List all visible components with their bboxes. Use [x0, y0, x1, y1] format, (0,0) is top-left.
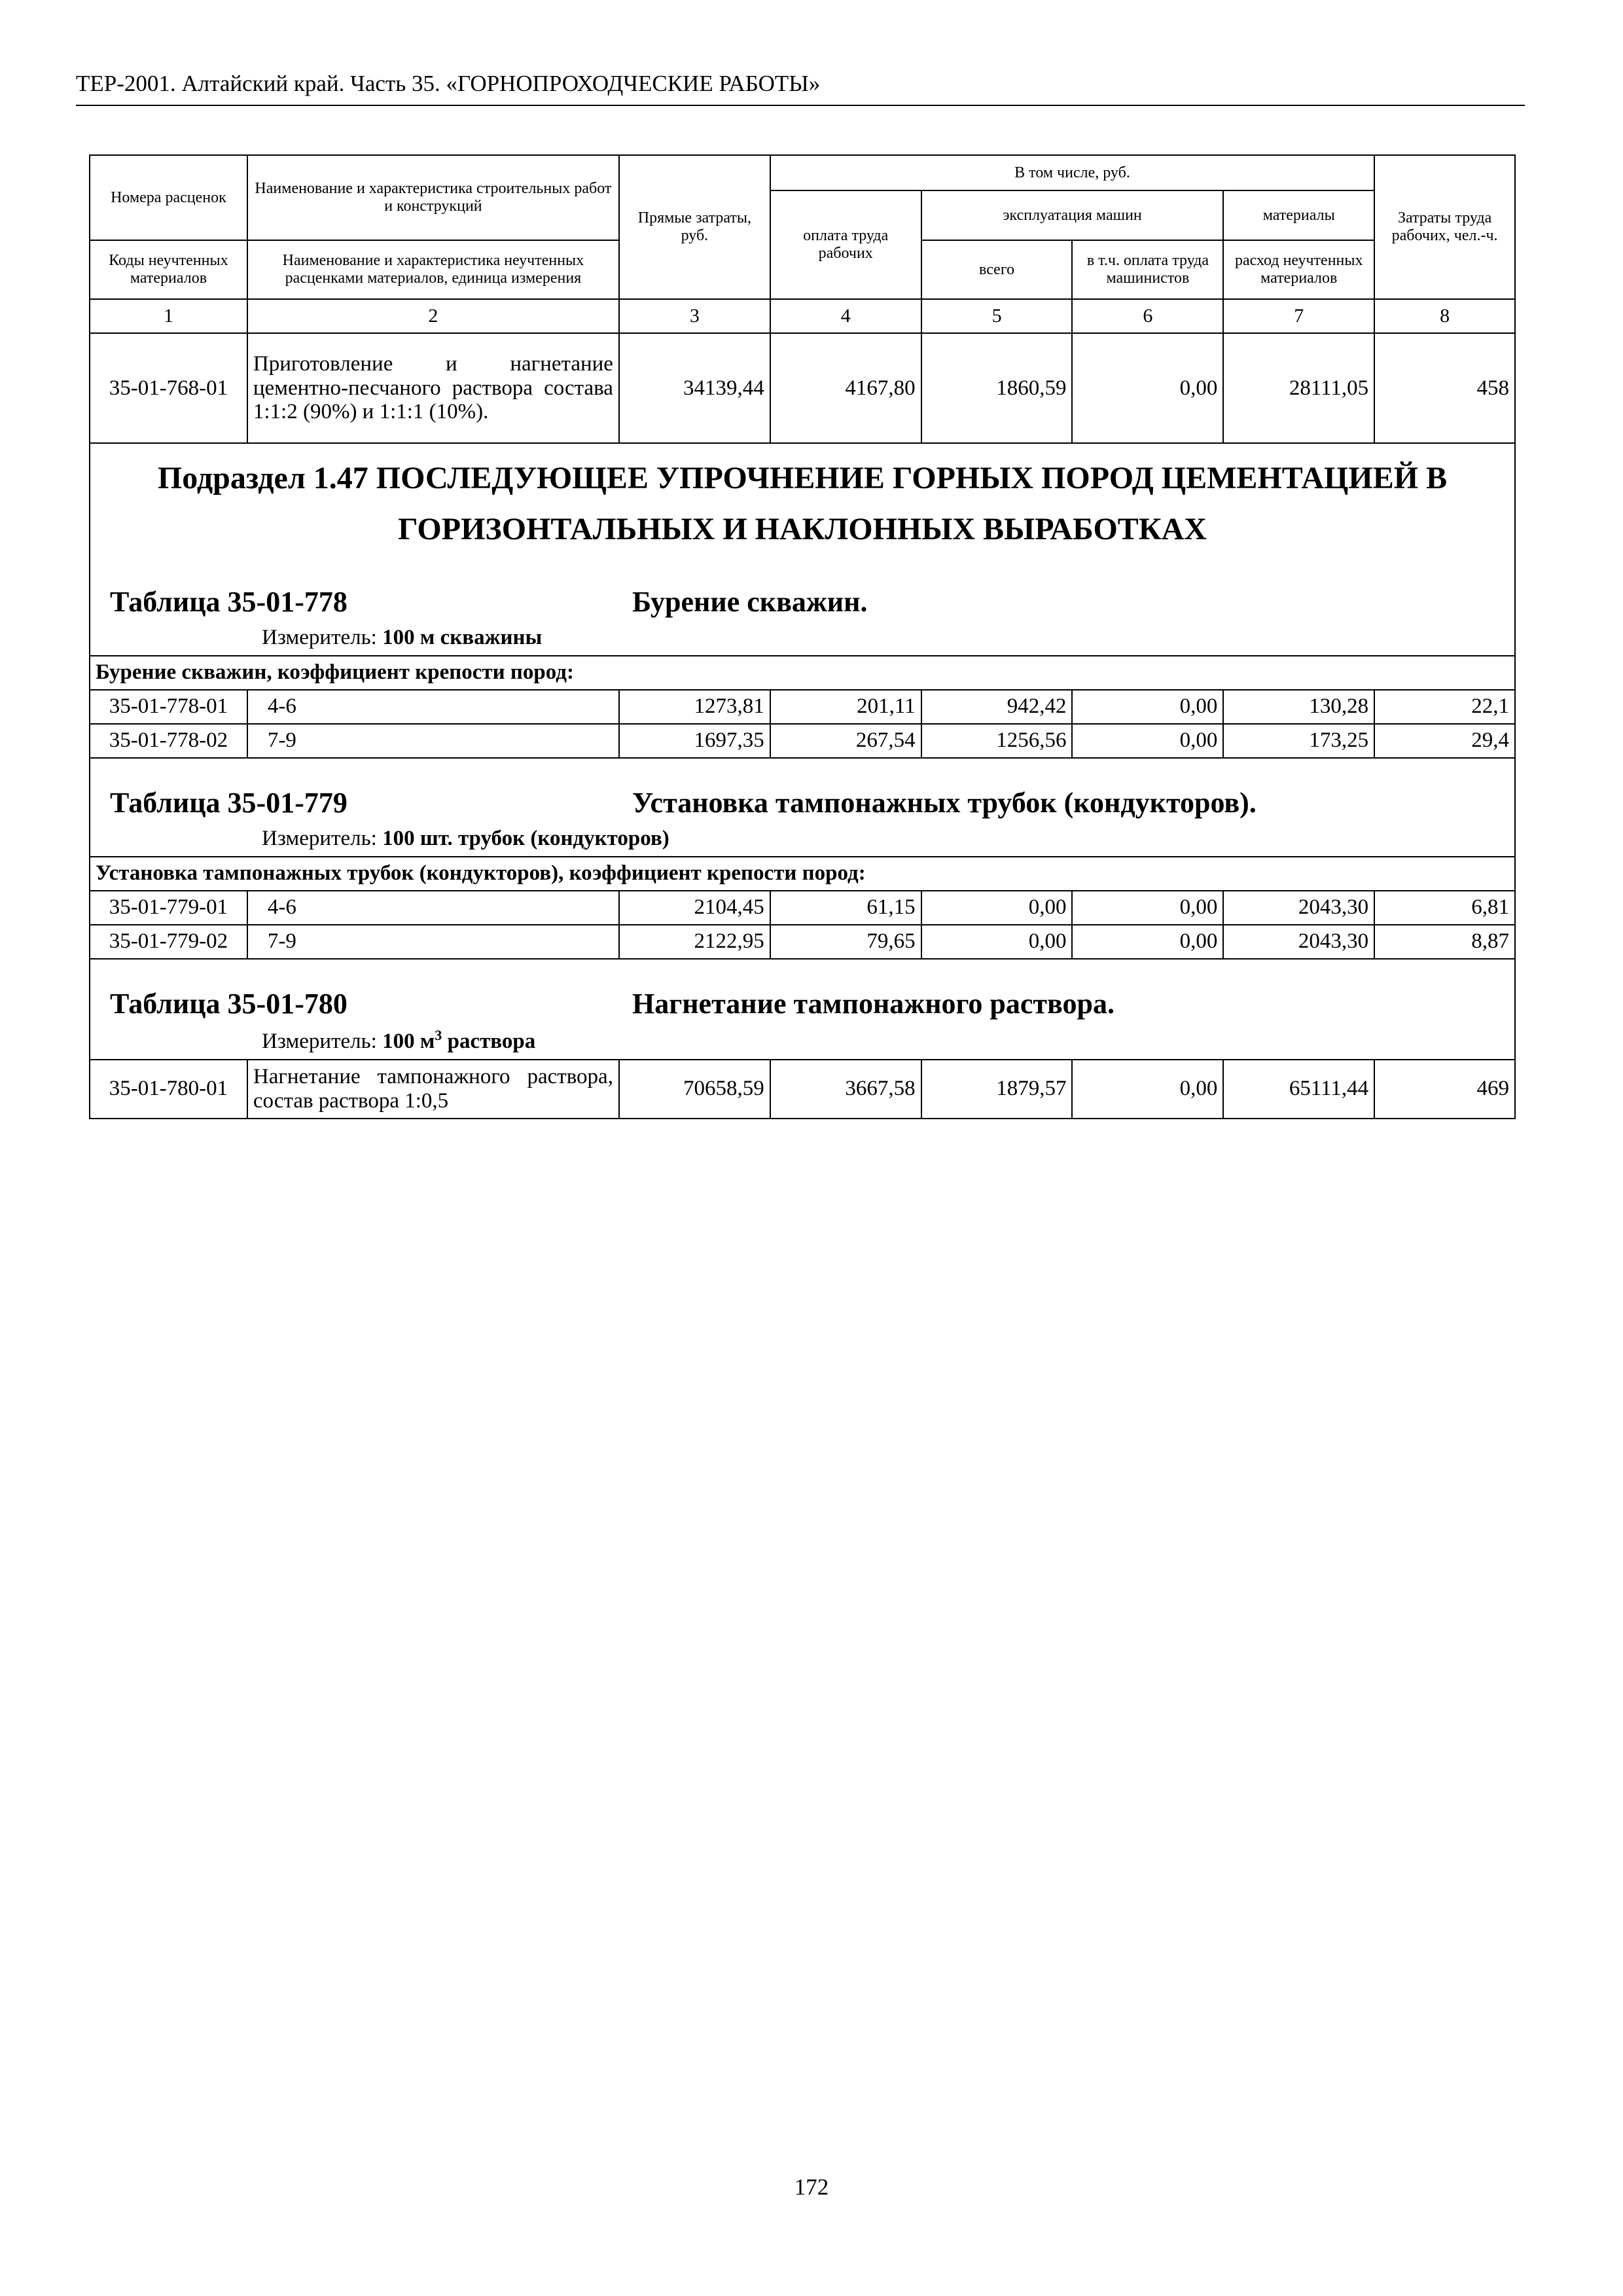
- machinist-pay: 0,00: [1072, 1060, 1223, 1119]
- labor-hours: 458: [1374, 333, 1515, 443]
- measure-label: Измеритель:: [262, 626, 383, 649]
- machines-total: 1256,56: [921, 724, 1073, 758]
- rate-name: Приготовление и нагнетание цементно-песчаного раствора состава 1:1:2 (90%) и 1:1:1 (10%).: [247, 333, 619, 443]
- direct-cost: 2122,95: [619, 925, 770, 959]
- col-number: 5: [921, 299, 1073, 333]
- materials-cost: 28111,05: [1223, 333, 1374, 443]
- table-title: Установка тампонажных трубок (кондукторов).: [632, 786, 1257, 819]
- table-title: Бурение скважин.: [632, 585, 868, 618]
- group-heading: Установка тампонажных трубок (кондукторов), коэффициент крепости пород:: [90, 857, 1515, 891]
- direct-cost: 1697,35: [619, 724, 770, 758]
- measure-value: 100 м: [382, 1029, 435, 1053]
- worker-pay: 201,11: [770, 690, 921, 724]
- table-row: [90, 1060, 1515, 1119]
- table-row: [90, 891, 1515, 925]
- labor-hours: 469: [1374, 1060, 1515, 1119]
- machinist-pay: 0,00: [1072, 333, 1223, 443]
- machinist-pay: 0,00: [1072, 925, 1223, 959]
- rate-name: 7-9: [247, 724, 619, 758]
- materials-cost: 173,25: [1223, 724, 1374, 758]
- materials-cost: 65111,44: [1223, 1060, 1374, 1119]
- worker-pay: 79,65: [770, 925, 921, 959]
- table-row: [90, 690, 1515, 724]
- worker-pay: 267,54: [770, 724, 921, 758]
- hdr-unaccounted-materials: расход неучтенных материалов: [1223, 240, 1374, 299]
- measure-value: 100 м скважины: [382, 626, 543, 649]
- measure-unit: [96, 626, 1509, 655]
- subsection-title-line2: ГОРИЗОНТАЛЬНЫХ И НАКЛОННЫХ ВЫРАБОТКАХ: [398, 512, 1207, 547]
- labor-hours: 8,87: [1374, 925, 1515, 959]
- t779-heading-block: [90, 758, 1515, 857]
- labor-hours: 22,1: [1374, 690, 1515, 724]
- rate-name: 4-6: [247, 891, 619, 925]
- rate-code: 35-01-779-01: [90, 891, 247, 925]
- measure-value-suffix: раствора: [442, 1029, 536, 1053]
- rate-code: 35-01-778-02: [90, 724, 247, 758]
- hdr-labor-hours: Затраты труда рабочих, чел.-ч.: [1374, 155, 1515, 299]
- measure-value: 100 шт. трубок (кондукторов): [382, 826, 669, 850]
- materials-cost: 130,28: [1223, 690, 1374, 724]
- table-row: [90, 333, 1515, 443]
- rate-code: 35-01-768-01: [90, 333, 247, 443]
- hdr-unaccounted-codes: Коды неучтенных материалов: [90, 240, 247, 299]
- labor-hours: 6,81: [1374, 891, 1515, 925]
- table-row: [90, 925, 1515, 959]
- running-head: ТЕР-2001. Алтайский край. Часть 35. «ГОРНОПРОХОДЧЕСКИЕ РАБОТЫ»: [76, 71, 821, 96]
- subsection-title-line1: Подраздел 1.47 ПОСЛЕДУЮЩЕЕ УПРОЧНЕНИЕ ГОРНЫХ ПОРОД ЦЕМЕНТАЦИЕЙ В: [157, 461, 1448, 495]
- direct-cost: 2104,45: [619, 891, 770, 925]
- machines-total: 1860,59: [921, 333, 1073, 443]
- measure-label: Измеритель:: [262, 826, 383, 850]
- subsection-title: [96, 444, 1509, 555]
- col-number: 7: [1223, 299, 1374, 333]
- direct-cost: 1273,81: [619, 690, 770, 724]
- rate-code: 35-01-779-02: [90, 925, 247, 959]
- table-heading: [96, 960, 1509, 1028]
- worker-pay: 4167,80: [770, 333, 921, 443]
- col-number: 1: [90, 299, 247, 333]
- hdr-direct-costs: Прямые затраты, руб.: [619, 155, 770, 299]
- hdr-rate-numbers: Номера расценок: [90, 155, 247, 240]
- worker-pay: 61,15: [770, 891, 921, 925]
- machines-total: 0,00: [921, 925, 1073, 959]
- rates-table: [89, 154, 1516, 1119]
- hdr-worker-pay: оплата труда рабочих: [770, 190, 921, 299]
- table-number: Таблица 35-01-780: [110, 987, 348, 1020]
- hdr-unaccounted-names: Наименование и характеристика неучтенных расценками материалов, единица измерения: [247, 240, 619, 299]
- table-heading: [96, 759, 1509, 827]
- machines-total: 942,42: [921, 690, 1073, 724]
- measure-label: Измеритель:: [262, 1029, 383, 1053]
- machinist-pay: 0,00: [1072, 690, 1223, 724]
- table-number: Таблица 35-01-778: [110, 585, 348, 618]
- rate-name: 7-9: [247, 925, 619, 959]
- t780-heading-block: [90, 959, 1515, 1060]
- materials-cost: 2043,30: [1223, 925, 1374, 959]
- table-heading: [96, 555, 1509, 626]
- header-rule: [76, 105, 1525, 106]
- rate-code: 35-01-778-01: [90, 690, 247, 724]
- hdr-including: В том числе, руб.: [770, 155, 1374, 190]
- worker-pay: 3667,58: [770, 1060, 921, 1119]
- materials-cost: 2043,30: [1223, 891, 1374, 925]
- measure-unit: [96, 1028, 1509, 1059]
- rate-code: 35-01-780-01: [90, 1060, 247, 1119]
- rate-name: Нагнетание тампонажного раствора, состав раствора 1:0,5: [247, 1060, 619, 1119]
- t778-heading-block: [90, 443, 1515, 656]
- col-number: 4: [770, 299, 921, 333]
- hdr-machines-total: всего: [921, 240, 1073, 299]
- table-title: Нагнетание тампонажного раствора.: [632, 987, 1115, 1020]
- table-row: [90, 724, 1515, 758]
- col-number: 3: [619, 299, 770, 333]
- machines-total: 1879,57: [921, 1060, 1073, 1119]
- table-number: Таблица 35-01-779: [110, 786, 348, 819]
- rate-name: 4-6: [247, 690, 619, 724]
- machines-total: 0,00: [921, 891, 1073, 925]
- measure-unit: [96, 827, 1509, 856]
- hdr-machinist-pay: в т.ч. оплата труда машинистов: [1072, 240, 1223, 299]
- labor-hours: 29,4: [1374, 724, 1515, 758]
- hdr-machines: эксплуатация машин: [921, 190, 1224, 240]
- col-number: 2: [247, 299, 619, 333]
- measure-exponent: 3: [435, 1026, 442, 1043]
- direct-cost: 34139,44: [619, 333, 770, 443]
- hdr-materials: материалы: [1223, 190, 1374, 240]
- machinist-pay: 0,00: [1072, 724, 1223, 758]
- col-number: 8: [1374, 299, 1515, 333]
- col-number: 6: [1072, 299, 1223, 333]
- group-heading: Бурение скважин, коэффициент крепости пород:: [90, 656, 1515, 690]
- machinist-pay: 0,00: [1072, 891, 1223, 925]
- page-number: 172: [794, 2174, 829, 2200]
- hdr-work-name: Наименование и характеристика строительных работ и конструкций: [247, 155, 619, 240]
- direct-cost: 70658,59: [619, 1060, 770, 1119]
